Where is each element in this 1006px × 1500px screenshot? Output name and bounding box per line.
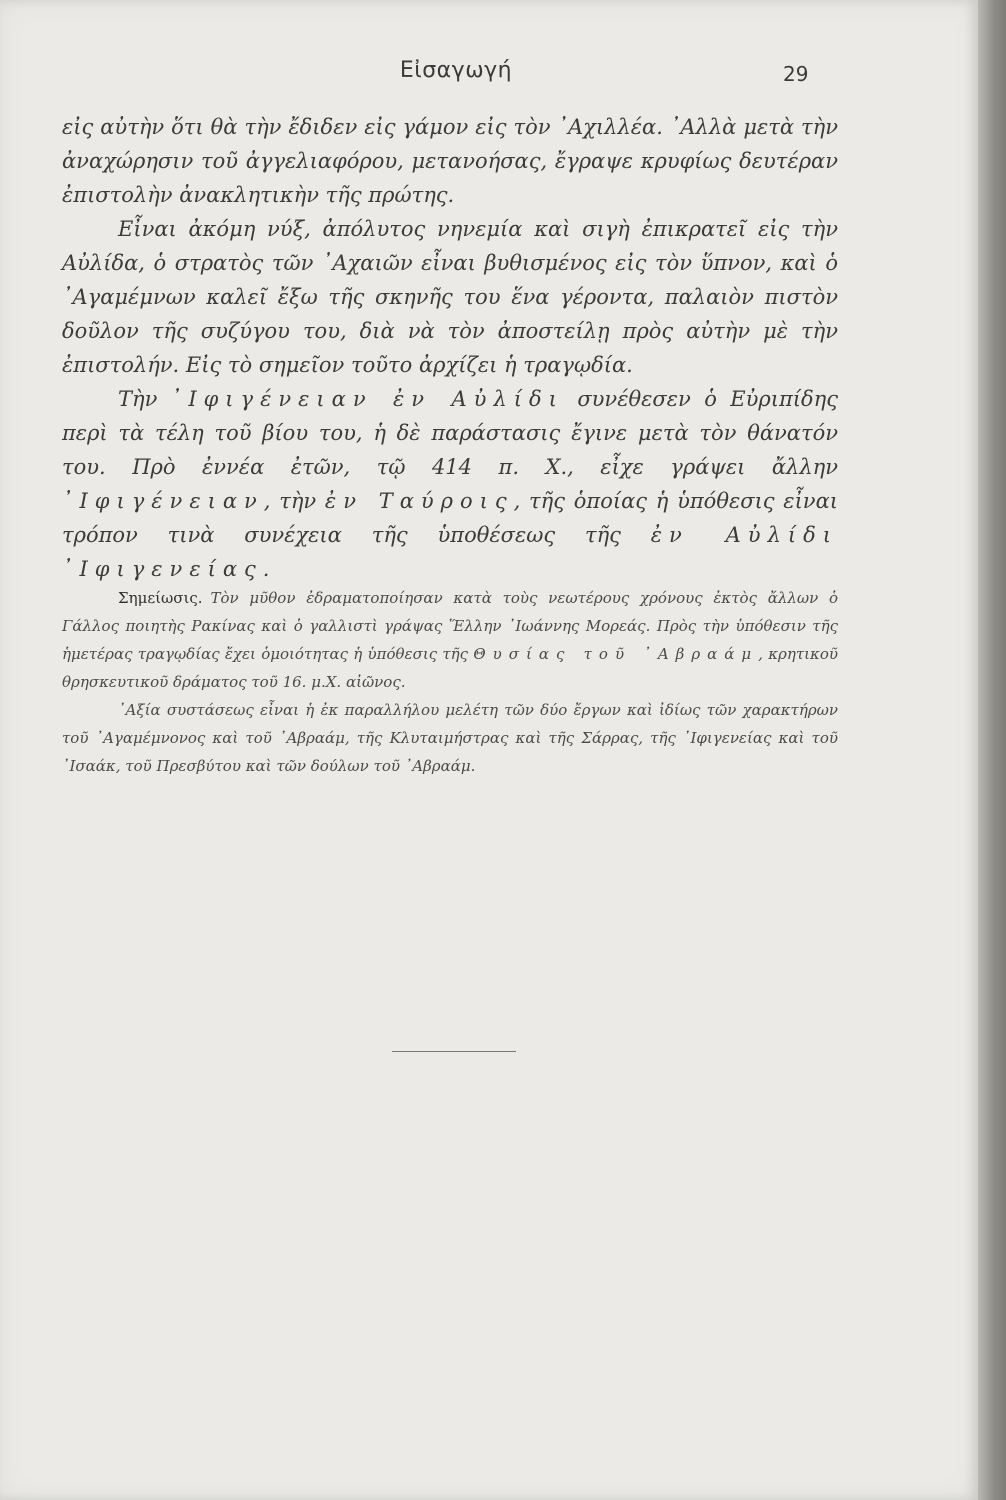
text-segment: Τὴν [118,387,171,411]
page-number: 29 [783,62,809,86]
work-title: ἐν Ταύροις [324,489,514,513]
note-text: Τὸν μῦθον ἐδραματοποίησαν κατὰ τοὺς νεωτέρους χρόνους ἐκτὸς ἄλλων ὁ Γάλλος ποιητὴς Ρακίνας καὶ ὁ γαλλιστὶ γράψας Ἕλλην ᾿Ιωάννης Μορεάς. Πρὸς τὴν ὑπόθεσιν τῆς ἡμετέρας τραγῳδίας ἔχει ὁμοιότητας ἡ ὑπόθεσις τῆς [62,589,838,663]
note-work-title: Θυσίας τοῦ ᾿Αβραάμ [473,645,759,663]
text-segment: , τὴν [263,489,325,513]
note-paragraph-2: ᾿Αξία συστάσεως εἶναι ἡ ἐκ παραλλήλου μελέτη τῶν δύο ἔργων καὶ ἰδίως τῶν χαρακτήρων τοῦ ᾿Αγαμέμνονος καὶ τοῦ ᾿Αβραάμ, τῆς Κλυταιμήστρας καὶ τῆς Σάρρας, τῆς ᾿Ιφιγενείας καὶ τοῦ ᾿Ισαάκ, τοῦ Πρεσβύτου καὶ τῶν δούλων τοῦ ᾿Αβραάμ. [62,701,838,775]
paragraph-2: Εἶναι ἀκόμη νύξ, ἀπόλυτος νηνεμία καὶ σιγὴ ἐπικρατεῖ εἰς τὴν Αὐλίδα, ὁ στρατὸς τῶν ᾿Αχαιῶν εἶναι βυθισμένος εἰς τὸν ὕπνον, καὶ ὁ ᾿Αγαμέμνων καλεῖ ἔξω τῆς σκηνῆς του ἕνα γέροντα, παλαιὸν πιστὸν δοῦλον τῆς συζύγου του, διὰ νὰ τὸν ἀποστείλῃ πρὸς αὐτὴν μὲ τὴν ἐπιστολήν. Εἰς τὸ σημεῖον τοῦτο ἀρχίζει ἡ τραγῳδία. [62,217,838,377]
work-title: ᾿Ιφιγένειαν ἐν Αὐλίδι [170,387,564,411]
running-head: Εἰσαγωγή [399,58,513,83]
note-paragraph-1 [62,584,838,696]
main-text [62,110,838,586]
work-title: ᾿Ιφιγένειαν [62,489,264,513]
text-segment: συνέθεσεν ὁ Εὐριπίδης περὶ τὰ τέλη τοῦ βίου του, ἡ δὲ παράστασις ἔγινε μετὰ τὸν θάνατόν του. Πρὸ ἐννέα ἐτῶν, τῷ 414 π. Χ., εἶχε γράψει ἄλλην [62,387,838,479]
page-edge [978,0,1006,1500]
footnote-block [62,584,838,780]
text-segment: , τῆς ὁποίας ἡ ὑπόθεσις εἶναι τρόπον τινὰ συνέχεια τῆς ὑποθέσεως τῆς [62,489,838,547]
text-segment: . [262,557,270,581]
note-text: , κρητικοῦ θρησκευτικοῦ δράματος τοῦ 16. μ.Χ. αἰῶνος. [62,645,838,691]
work-title: ἐν Αὐλίδι ᾿Ιφιγενείας [62,523,838,581]
paragraph-3 [62,382,838,586]
paragraph-1: εἰς αὐτὴν ὅτι θὰ τὴν ἔδιδεν εἰς γάμον εἰς τὸν ᾿Αχιλλέα. ᾿Αλλὰ μετὰ τὴν ἀναχώρησιν τοῦ ἀγγελιαφόρου, μετανοήσας, ἔγραψε κρυφίως δευτέραν ἐπιστολὴν ἀνακλητικὴν τῆς πρώτης. [62,115,838,207]
note-heading: Σημείωσις. [118,589,203,607]
section-divider [392,1051,516,1052]
